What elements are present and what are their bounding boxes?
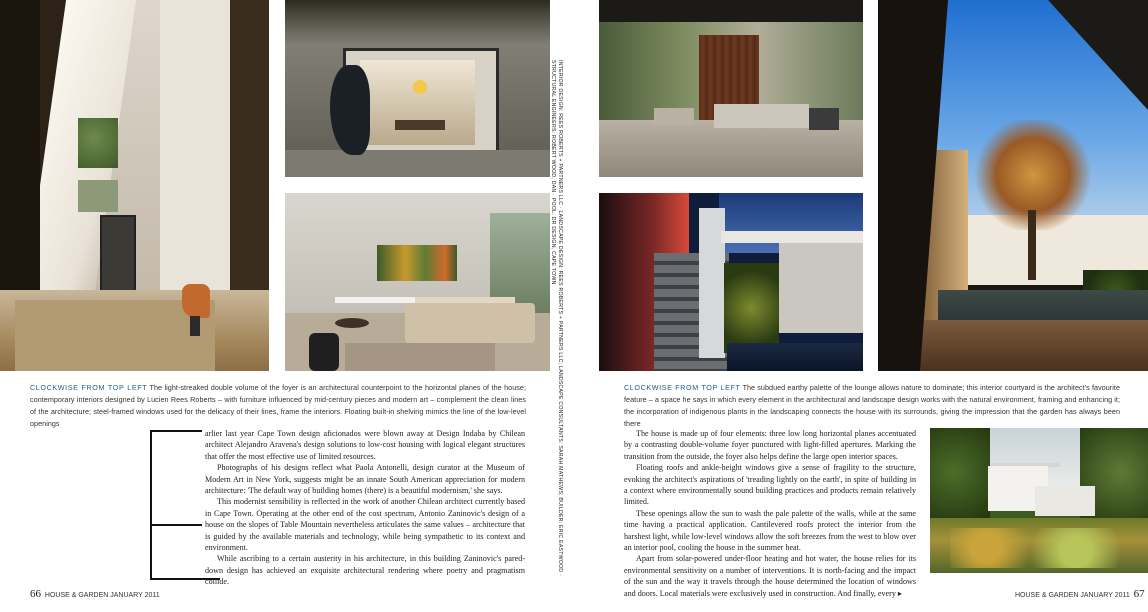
paragraph: The house is made up of four elements: three low long horizontal planes accentuated by a contrasting double-volume foyer punctured with light-filled apertures. Marking the transition from the outside, the foyer also helps define the large open interior spaces. bbox=[624, 429, 916, 461]
drop-cap-e bbox=[150, 430, 202, 526]
folio-left bbox=[30, 588, 160, 600]
photo-courtyard-pool bbox=[878, 0, 1148, 371]
caption-right bbox=[624, 382, 1120, 430]
caption-left-text: The light-streaked double volume of the foyer is an architectural counterpoint to the horizontal planes of the house; contemporary interiors designed by Lucien Rees Roberts – with furniture influenced by mid-century pieces and modern art – complement the clean lines of the architecture; steel-framed windows used for the delicacy of their lines, frame the interiors. Floating built-in shelving mimics the line of the low-level openings bbox=[30, 383, 526, 428]
caption-left-lead: CLOCKWISE FROM TOP LEFT bbox=[30, 383, 148, 392]
caption-right-lead: CLOCKWISE FROM TOP LEFT bbox=[624, 383, 741, 392]
magazine-name: HOUSE & GARDEN JANUARY 2011 bbox=[44, 592, 160, 599]
paragraph: This modernist sensibility is reflected in the work of another Chilean architect currently based in Cape Town. Operating at the other end of the cost spectrum, Antonio Zaninovic's design of a house on the slopes of Table Mountain nevertheless articulates the same values – architecture that is guided by the available materials and technology, while being sympathetic to its context and environment. bbox=[205, 497, 525, 553]
photo-exterior-garden bbox=[930, 428, 1148, 573]
article-body-left bbox=[205, 428, 525, 588]
caption-right-text: The subdued earthy palette of the lounge allows nature to dominate; this interior courtyard is the architect's favourite feature – a space he says in which every element in the architectural and landscape design works with the natural environment, framing and enhancing it; the incorporation of indigenous plants in the landscaping connects the house with its surrounds, giving the impression that the garden has always been there bbox=[624, 383, 1120, 428]
folio-right bbox=[1015, 588, 1145, 600]
credits-text: INTERIOR DESIGN: REES ROBERTS + PARTNERS LLC · LANDSCAPE DESIGN: REES ROBERTS + PARTNERS LLC; LANDSCAPE CONSULTANTS: SARAH MATHEWS; BUILDER: ERIC EASTWOOD · STRUCTURAL ENGINEERS: ROBERT WOOD, DAN · POOL: DR DESIGN, CAPE TOWN bbox=[550, 60, 563, 577]
photo-credits bbox=[541, 60, 563, 590]
paragraph: These openings allow the sun to wash the pale palette of the walls, while at the same time having a practical application. Cantilevered roofs protect the interior from the harshest light, while low-level windows allow the soft breezes from the west to blow over an interior pool, cooling the house in the summer heat. bbox=[624, 508, 916, 553]
photo-dining-sculpture bbox=[285, 0, 550, 177]
photo-foyer bbox=[0, 0, 269, 371]
paragraph: Apart from solar-powered under-floor heating and hot water, the house relies for its environmental sensitivity on a number of interventions. It is north-facing and the impact of the sun and the way it travels through the house determined the location of windows and doors. Local materials were exclusively used in construction. And finally, every ▸ bbox=[624, 554, 916, 598]
caption-left bbox=[30, 382, 526, 430]
paragraph: arlier last year Cape Town design aficionados were blown away at Design Indaba by Chilean architect Alejandro Aravena's design solutions to low-cost housing with logical elegant structures that offer the most effective use of limited resources. bbox=[205, 429, 525, 461]
paragraph: While ascribing to a certain austerity in his architecture, in this building Zaninovic's pared-down design has achieved an exquisite architectural rendering where poetry and pragmatism collide. bbox=[205, 554, 525, 587]
page-number: 67 bbox=[1133, 588, 1145, 600]
article-body-right bbox=[624, 428, 916, 599]
photo-night-courtyard bbox=[599, 193, 863, 371]
photo-lounge-wood-wall bbox=[599, 0, 863, 177]
photo-lounge-painting bbox=[285, 193, 550, 371]
page-number: 66 bbox=[30, 588, 41, 600]
paragraph: Floating roofs and ankle-height windows give a sense of fragility to the structure, evoking the architect's aspirations of 'treading lightly on the earth', in spite of building in a context where environmentally sound building practices and products remain relatively limited. bbox=[624, 463, 916, 507]
drop-cap-stem bbox=[150, 520, 152, 580]
magazine-name: HOUSE & GARDEN JANUARY 2011 bbox=[1015, 592, 1130, 599]
paragraph: Photographs of his designs reflect what Paola Antonelli, design curator at the Museum of Modern Art in New York, suggests might be an innate South American appreciation for modern architecture: 'The default way of building homes (there) is a beautiful modernism,' she says. bbox=[205, 463, 525, 496]
